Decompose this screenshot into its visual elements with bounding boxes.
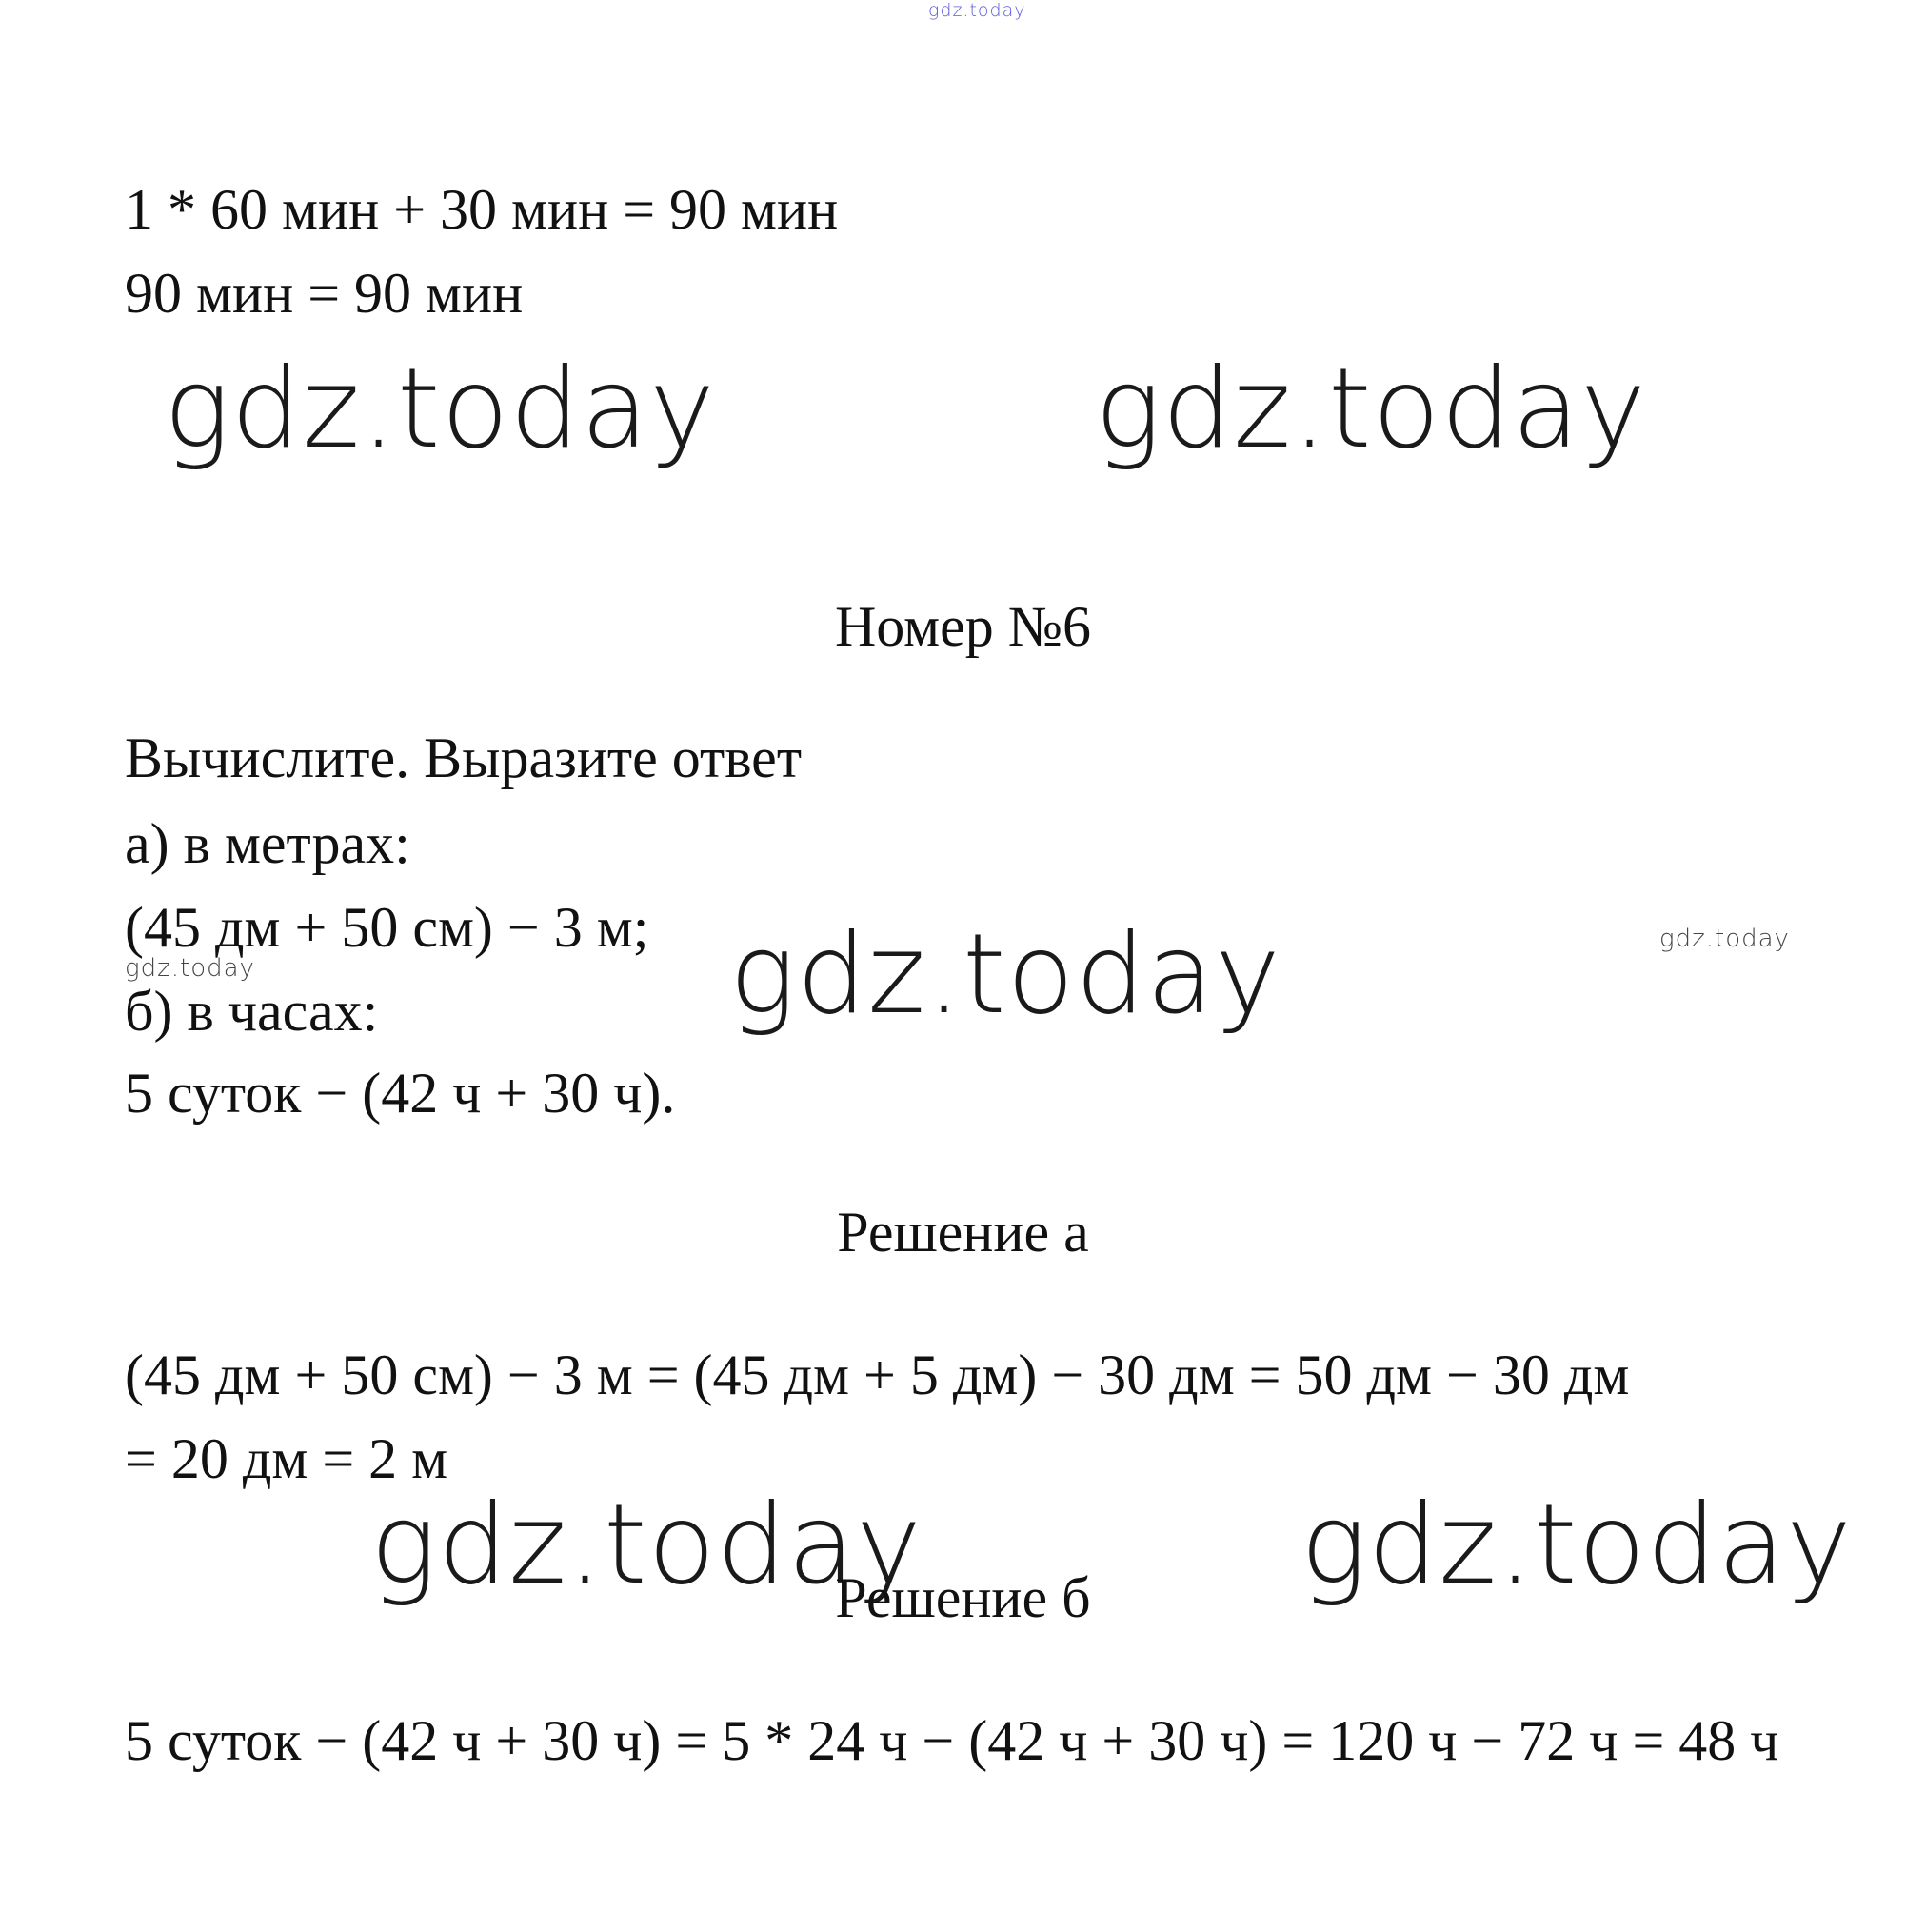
watermark-top: gdz.today <box>928 0 1026 21</box>
solution-a-heading: Решение а <box>837 1201 1089 1264</box>
watermark-large-3: gdz.today <box>729 910 1281 1039</box>
solution-b-line-1: 5 суток − (42 ч + 30 ч) = 5 * 24 ч − (42 ч + 30 ч) = 120 ч − 72 ч = 48 ч <box>125 1709 1779 1772</box>
task-title: Номер №6 <box>834 595 1092 658</box>
task-part-a-label: а) в метрах: <box>125 812 410 875</box>
watermark-large-5: gdz.today <box>1301 1481 1853 1609</box>
previous-solution-line-2: 90 мин = 90 мин <box>125 262 524 325</box>
solution-a-line-1: (45 дм + 50 см) − 3 м = (45 дм + 5 дм) − 30 дм = 50 дм − 30 дм <box>125 1344 1630 1406</box>
task-part-b-label: б) в часах: <box>125 980 379 1043</box>
previous-solution-line-1: 1 * 60 мин + 30 мин = 90 мин <box>125 178 839 241</box>
task-part-b-expression: 5 суток − (42 ч + 30 ч). <box>125 1062 676 1125</box>
solution-a-line-2: = 20 дм = 2 м <box>125 1427 448 1490</box>
solution-b-heading: Решение б <box>835 1566 1091 1629</box>
watermark-large-2: gdz.today <box>1095 345 1647 473</box>
watermark-small-left: gdz.today <box>125 954 255 983</box>
watermark-small-right: gdz.today <box>1659 925 1790 953</box>
task-part-a-expression: (45 дм + 50 см) − 3 м; <box>125 896 649 959</box>
watermark-large-4: gdz.today <box>370 1481 923 1609</box>
watermark-large-1: gdz.today <box>164 345 716 473</box>
task-prompt: Вычислите. Выразите ответ <box>125 727 803 789</box>
